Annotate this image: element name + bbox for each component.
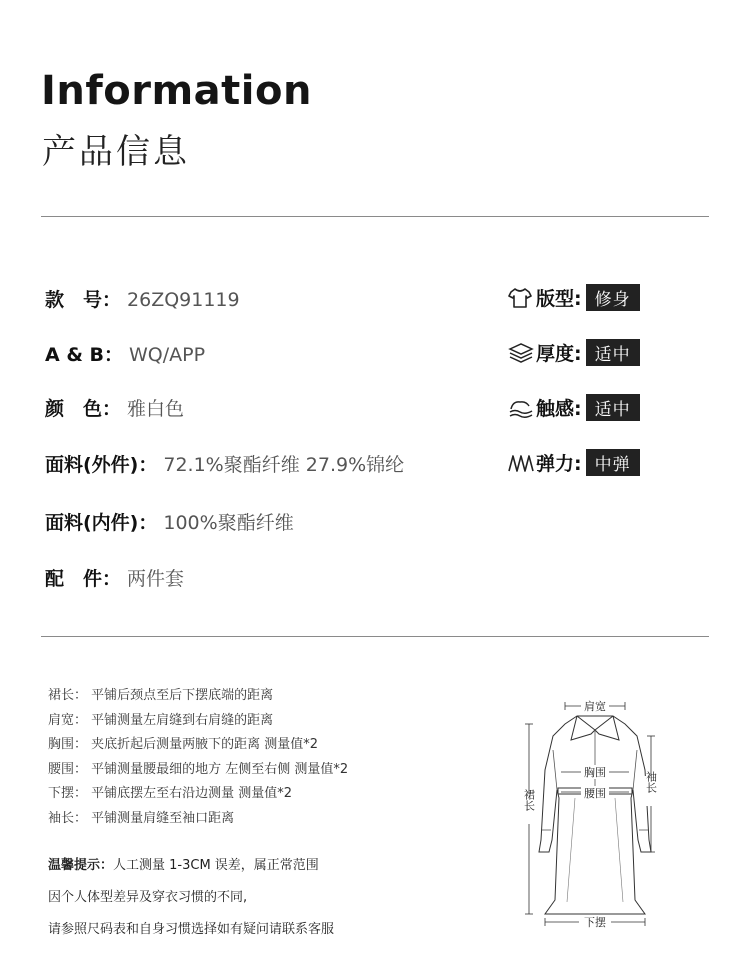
note-text: 平铺测量肩缝至袖口距离	[91, 811, 235, 826]
feature-touch	[508, 394, 640, 421]
feature-badge: 修身	[586, 284, 640, 311]
tshirt-icon	[508, 287, 534, 309]
tip-label: 温馨提示：	[48, 858, 114, 873]
note-text: 平铺后颈点至后下摆底端的距离	[91, 688, 274, 703]
hand-wave-icon	[508, 397, 534, 419]
spec-row-accessories	[45, 564, 184, 591]
measure-note: 腰围： 平铺测量腰最细的地方 左侧至右侧 测量值*2	[48, 762, 349, 777]
measure-note: 裙长： 平铺后颈点至后下摆底端的距离	[48, 688, 274, 703]
tip-line-3: 请参照尺码表和自身习惯选择如有疑问请联系客服	[48, 922, 335, 937]
middle-divider	[41, 636, 709, 637]
spec-value: 72.1%聚酯纤维 27.9%锦纶	[163, 454, 405, 476]
feature-badge: 适中	[586, 339, 640, 366]
spec-label: 面料(内件)：	[45, 512, 158, 534]
spec-value: WQ/APP	[129, 344, 206, 366]
waist-label: 腰围	[584, 787, 606, 800]
note-label: 腰围	[48, 762, 75, 777]
sleeve-label: 袖长	[644, 771, 658, 793]
tip-text: 人工测量 1-3CM 误差，属正常范围	[113, 858, 319, 873]
note-text: 夹底折起后测量两腋下的距离 测量值*2	[91, 737, 319, 752]
spec-row-color	[45, 394, 184, 421]
spec-value: 两件套	[127, 568, 185, 590]
measure-note: 袖长： 平铺测量肩缝至袖口距离	[48, 811, 235, 826]
hem-label: 下摆	[584, 916, 606, 929]
elastic-wave-icon	[508, 452, 534, 474]
top-divider	[41, 216, 709, 217]
note-text: 平铺底摆左至右沿边测量 测量值*2	[91, 786, 293, 801]
note-label: 下摆	[48, 786, 75, 801]
spec-label: 颜 色：	[45, 398, 122, 420]
tip-line-2: 因个人体型差异及穿衣习惯的不同,	[48, 890, 248, 905]
feature-label: 厚度:	[536, 343, 582, 365]
feature-badge: 适中	[586, 394, 640, 421]
length-label: 裙长	[522, 789, 536, 811]
measure-note: 胸围： 夹底折起后测量两腋下的距离 测量值*2	[48, 737, 319, 752]
measure-note: 肩宽： 平铺测量左肩缝到右肩缝的距离	[48, 713, 274, 728]
note-text: 平铺测量左肩缝到右肩缝的距离	[91, 713, 274, 728]
feature-label: 触感:	[536, 398, 582, 420]
note-text: 平铺测量腰最细的地方 左侧至右侧 测量值*2	[91, 762, 349, 777]
spec-row-fabric-inner	[45, 508, 294, 535]
feature-label: 版型:	[536, 288, 582, 310]
layers-icon	[508, 342, 534, 364]
dress-measurement-diagram	[505, 690, 675, 935]
page-title-cn: 产品信息	[42, 132, 190, 172]
note-label: 裙长	[48, 688, 75, 703]
spec-value: 26ZQ91119	[127, 289, 240, 311]
tip-line-1	[48, 854, 319, 873]
page-title-en: Information	[41, 68, 312, 114]
spec-label: 款 号：	[45, 289, 122, 311]
spec-value: 100%聚酯纤维	[163, 512, 294, 534]
spec-row-ab	[45, 340, 205, 367]
feature-thickness	[508, 339, 640, 366]
shoulder-label: 肩宽	[584, 700, 606, 713]
chest-label: 胸围	[584, 766, 606, 779]
note-label: 袖长	[48, 811, 75, 826]
spec-label: 配 件：	[45, 568, 122, 590]
note-label: 胸围	[48, 737, 75, 752]
spec-value: 雅白色	[127, 398, 185, 420]
measure-note: 下摆： 平铺底摆左至右沿边测量 测量值*2	[48, 786, 293, 801]
spec-row-style-no	[45, 285, 240, 312]
spec-label: A & B：	[45, 344, 123, 366]
spec-label: 面料(外件)：	[45, 454, 158, 476]
feature-fit	[508, 284, 640, 311]
feature-label: 弹力:	[536, 453, 582, 475]
feature-elasticity	[508, 449, 640, 476]
note-label: 肩宽	[48, 713, 75, 728]
feature-badge: 中弹	[586, 449, 640, 476]
spec-row-fabric-outer	[45, 450, 404, 477]
